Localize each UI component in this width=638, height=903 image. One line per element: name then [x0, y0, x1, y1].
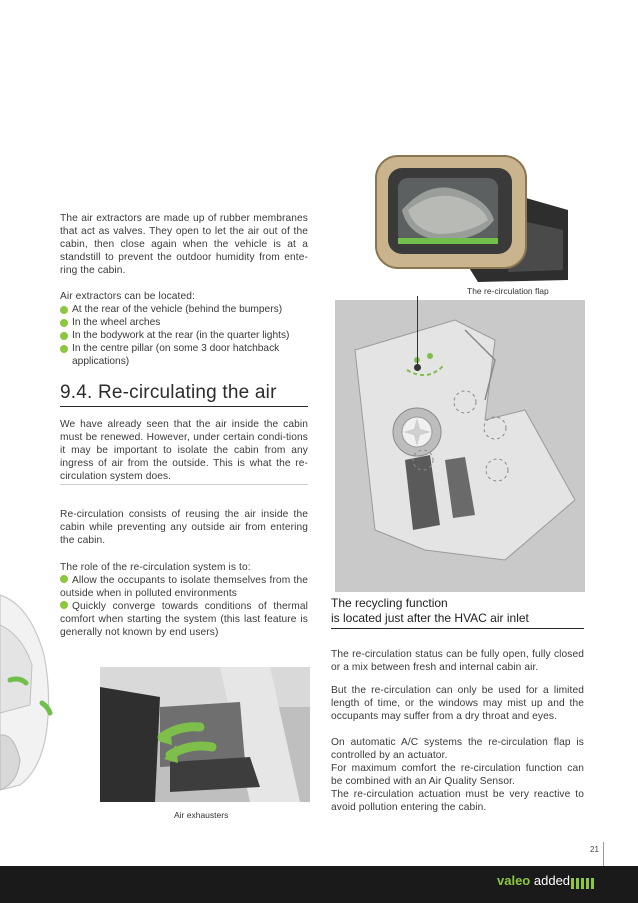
bullet-icon: [60, 575, 68, 583]
car-rear-illustration: [0, 585, 60, 805]
bullet-icon: [60, 345, 68, 353]
recirculation-flap-photo: [368, 150, 568, 282]
paragraph-air-extractors: The air extractors are made up of rubber membranes that act as valves. They open to let the air out of the cabin, then close again when the vehicle is at a standstill to prevent the outdoor humidity from ente-ring the cabin.: [60, 213, 308, 276]
section-heading: 9.4. Re-circulating the air: [60, 382, 277, 403]
hvac-illustration: [335, 300, 585, 592]
role-intro: The role of the re-circulation system is to:: [60, 562, 251, 573]
paragraph-recirculation-limit: But the re-circulation can only be used for a limited length of time, or the windows may mist up and the occupants may suffer from a dry throat and eyes.: [331, 685, 584, 722]
paragraph-recirculation-status: The re-circulation status can be fully open, fully closed or a mix between fresh and internal cabin air.: [331, 649, 584, 673]
bullet-icon: [60, 319, 68, 327]
brand-logo: valeo added: [497, 873, 571, 888]
list-item: In the bodywork at the rear (in the quarter lights): [60, 329, 310, 342]
locations-list: [60, 303, 310, 368]
page-number: 21: [590, 845, 599, 854]
caption-recirculation-flap: The re-circulation flap: [467, 286, 549, 296]
role-item-isolate: Allow the occupants to isolate themselves from the outside when in polluted environments: [60, 575, 308, 599]
paragraph-automatic-ac: On automatic A/C systems the re-circulation flap is controlled by an actuator. For maximum comfort the re-circulation function can be combined with an Air Quality Sensor. The re-circulation actuation must be very reactive to avoid pollution entering the cabin.: [331, 737, 584, 813]
list-item: In the centre pillar (on some 3 door hatchback applications): [60, 342, 304, 368]
recycling-function-subhead: The recycling function is located just after the HVAC air inlet: [331, 596, 529, 625]
list-item: At the rear of the vehicle (behind the bumpers): [60, 303, 310, 316]
role-item-comfort: Quickly converge towards conditions of thermal comfort when starting the system (this last feature is generally not known by end users): [60, 601, 308, 638]
bullet-icon: [60, 601, 68, 609]
subhead-rule: [331, 628, 584, 629]
air-exhausters-photo: [100, 667, 310, 802]
callout-dot: [414, 364, 421, 371]
list-item: In the wheel arches: [60, 316, 310, 329]
brand-bars-icon: [571, 876, 596, 894]
bullet-icon: [60, 306, 68, 314]
section-heading-rule: [60, 406, 308, 407]
paragraph-recirculation-intro: We have already seen that the air inside the cabin must be renewed. However, under certain condi-tions it may be important to isolate the cabin from any ingress of air from the outside. This is what the re-circulation system does.: [60, 419, 308, 482]
locations-intro: Air extractors can be located:: [60, 291, 195, 302]
caption-air-exhausters: Air exhausters: [174, 810, 229, 820]
bullet-icon: [60, 332, 68, 340]
callout-line: [417, 296, 418, 368]
paragraph-rule: [60, 484, 308, 485]
page-number-rule: [603, 842, 604, 866]
paragraph-recirculation-definition: Re-circulation consists of reusing the air inside the cabin while preventing any outside air from entering the cabin.: [60, 509, 308, 546]
